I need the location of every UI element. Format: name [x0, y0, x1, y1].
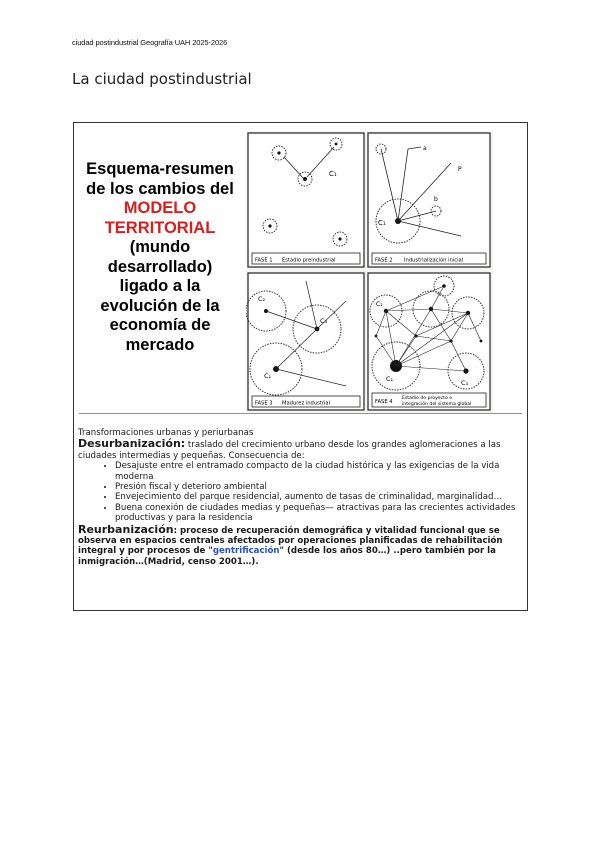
territorial-model-figure: [246, 131, 493, 413]
c3-label: C₃: [320, 317, 328, 325]
divider-line: [79, 413, 522, 414]
p-label: P: [458, 166, 462, 173]
summary-line: Esquema-resumen: [86, 160, 234, 178]
desurbanizacion-definition: traslado del crecimiento urbano desde los grandes aglomeraciones a las ciudades intermedias y pequeñas. Consecuencia de:: [78, 440, 501, 461]
summary-block: [85, 160, 235, 355]
phase4-caption-2: integración del sistema global: [402, 402, 472, 407]
list-item: • Envejecimiento del parque residencial, aumento de tasas de criminalidad, marginalidad…: [115, 492, 523, 502]
c2-label-4: C₂: [376, 301, 383, 308]
reurbanizacion-definition-2: " (desde los años 80…) ..pero también por la inmigración…(Madrid, censo 2001…).: [78, 546, 496, 567]
c1-label: C₁: [329, 170, 337, 178]
desurbanizacion-term: Desurbanización:: [78, 437, 186, 451]
reurbanizacion-paragraph: [78, 524, 523, 568]
summary-line: evolución de la: [100, 296, 220, 315]
a-label: a: [423, 145, 427, 152]
body-text: [78, 428, 523, 567]
phase3-label: FASE 3: [255, 400, 273, 407]
summary-highlight: MODELO: [123, 199, 197, 217]
summary-line: desarrollado): [107, 257, 213, 276]
phases-diagram: [246, 131, 493, 413]
summary-line: economía de: [109, 316, 211, 334]
reurbanizacion-definition-1: : proceso de recuperación demográfica y vitalidad funcional que se observa en espacios centrales afectados por operaciones planificadas de rehabilitación integral y por procesos de ": [78, 525, 503, 557]
summary-highlight: TERRITORIAL: [104, 218, 216, 237]
gentrificacion-link[interactable]: gentrificación: [212, 546, 280, 557]
c1-label-3: C₁: [264, 372, 272, 380]
b-label: b: [434, 196, 438, 203]
phase4-panel: [368, 273, 490, 410]
list-item: • Desajuste entre el entramado compacto de la ciudad histórica y las exigencias de la vida moderna: [115, 461, 523, 482]
phase4-caption-1: Estadio de proyecto e: [402, 396, 453, 401]
summary-line: ligado a la: [119, 277, 201, 295]
c3-label-4: C₃: [461, 379, 469, 387]
list-item: • Buena conexión de ciudades medias y pequeñas— atractivas para las crecientes actividades productivas y para la residencia: [115, 503, 523, 524]
phase1-label: FASE 1: [255, 257, 273, 264]
page-title: La ciudad postindustrial: [72, 70, 252, 88]
phase2-label: FASE 2: [375, 257, 393, 264]
c2-label: C₂: [258, 295, 266, 303]
summary-line: mercado: [125, 335, 195, 354]
intro-line: Transformaciones urbanas y periurbanas: [78, 428, 254, 438]
summary-line: de los cambios del: [86, 179, 234, 198]
phase2-caption: Industrialización inicial: [404, 257, 464, 264]
list-item: • Presión fiscal y deterioro ambiental: [115, 482, 523, 492]
phase2-panel: [368, 133, 490, 267]
phase3-panel: [246, 273, 364, 410]
c1-label-4: C₁: [386, 375, 394, 383]
c1-label-2: C₁: [378, 219, 386, 227]
phase3-caption: Madurez industrial: [282, 400, 331, 407]
causes-list: [78, 461, 523, 523]
page-header: ciudad postindustrial Geografía UAH 2025-2026: [72, 38, 228, 47]
phase1-panel: [248, 133, 364, 267]
phase1-caption: Estadio preindustrial: [282, 257, 336, 264]
summary-line: (mundo: [129, 238, 191, 256]
phase4-label: FASE 4: [375, 399, 393, 405]
reurbanizacion-term: Reurbanización: [78, 522, 174, 536]
desurbanizacion-paragraph: [78, 438, 523, 461]
